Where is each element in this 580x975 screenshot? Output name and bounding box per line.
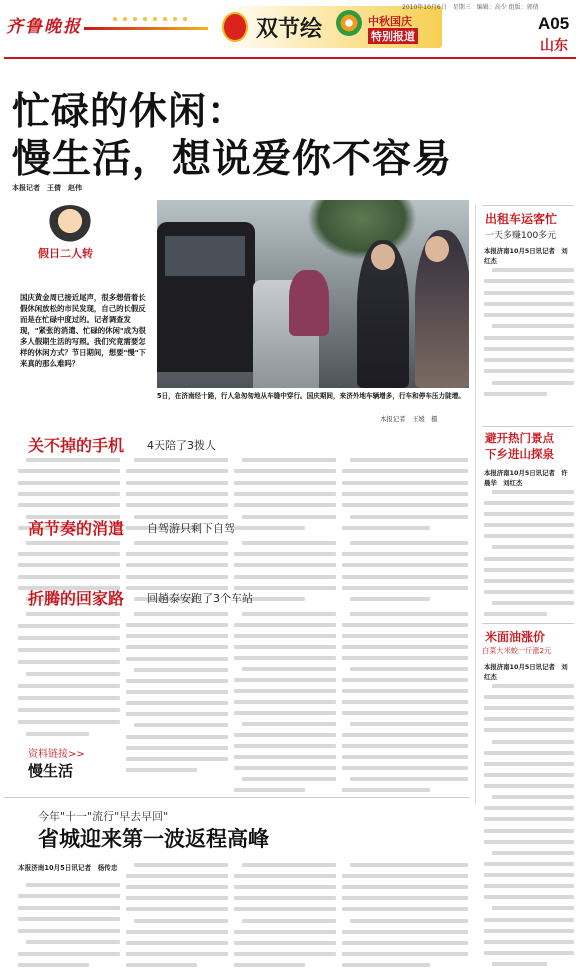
lead-sidebar-text: 国庆黄金周已接近尾声，很多想借着长假休闲放松的市民发现，自己的长假反而是在忙碌中度过的。记者调查发现，"紧张的消遣、忙碌的休闲"成为很多人假期生活的写照。我们究竟需要怎样的休闲方式？节日期间，想要"慢"下来真的那么难吗？	[20, 293, 146, 368]
masthead-ornament-dots	[110, 14, 190, 24]
body-col-b-3	[234, 863, 336, 967]
text-line-placeholder	[126, 952, 228, 956]
text-line-placeholder	[484, 512, 574, 516]
text-line-placeholder	[484, 773, 574, 777]
text-line-placeholder	[342, 885, 468, 889]
text-line-placeholder	[26, 883, 120, 887]
text-line-placeholder	[126, 941, 228, 945]
text-line-placeholder	[342, 575, 468, 579]
text-line-placeholder	[18, 684, 120, 688]
lantern-icon	[222, 12, 248, 42]
text-line-placeholder	[234, 575, 336, 579]
lead-kicker: 忙碌的休闲：	[12, 89, 247, 133]
right-rule-1	[482, 205, 574, 206]
text-line-placeholder	[234, 563, 336, 567]
text-line-placeholder	[342, 645, 468, 649]
text-line-placeholder	[342, 744, 468, 748]
text-line-placeholder	[126, 885, 228, 889]
text-line-placeholder	[492, 740, 574, 744]
section-sub-leisure: 自驾游只剩下自驾	[147, 522, 235, 535]
text-line-placeholder	[492, 268, 574, 272]
text-line-placeholder	[18, 720, 120, 724]
text-line-placeholder	[126, 768, 197, 772]
text-line-placeholder	[342, 930, 468, 934]
text-line-placeholder	[484, 918, 574, 922]
text-line-placeholder	[234, 656, 336, 660]
text-line-placeholder	[342, 788, 430, 792]
text-line-placeholder	[342, 952, 468, 956]
text-line-placeholder	[18, 648, 120, 652]
text-line-placeholder	[234, 874, 336, 878]
text-line-placeholder	[484, 884, 574, 888]
text-line-placeholder	[18, 917, 120, 921]
text-line-placeholder	[342, 656, 468, 660]
text-line-placeholder	[134, 541, 228, 545]
right-byline-taxi: 本报济南10月5日讯记者 刘红杰	[484, 247, 568, 265]
right-rule-2	[482, 426, 574, 427]
text-line-placeholder	[484, 534, 574, 538]
text-line-placeholder	[242, 458, 336, 462]
text-line-placeholder	[492, 962, 547, 966]
photo-credit: 本报记者 王媛 摄	[380, 415, 438, 423]
text-line-placeholder	[234, 645, 336, 649]
text-line-placeholder	[234, 678, 336, 682]
text-line-placeholder	[342, 711, 468, 715]
photo-caption: 5日，在济南经十路，行人急匆匆地从车缝中穿行。国庆期间，来济外地车辆增多，行车和停车压力陡增。	[157, 392, 465, 400]
photo-scooter-rider	[289, 270, 329, 336]
text-line-placeholder	[342, 896, 468, 900]
text-line-placeholder	[234, 552, 336, 556]
lead-photo	[157, 200, 469, 388]
text-line-placeholder	[492, 601, 574, 605]
text-line-placeholder	[342, 469, 468, 473]
text-line-placeholder	[350, 458, 468, 462]
text-line-placeholder	[350, 863, 468, 867]
text-line-placeholder	[484, 751, 574, 755]
right-rule-3	[482, 623, 574, 624]
photo-person-face	[371, 244, 395, 270]
text-line-placeholder	[234, 526, 305, 530]
text-line-placeholder	[242, 515, 336, 519]
text-line-placeholder	[18, 708, 120, 712]
text-line-placeholder	[26, 458, 120, 462]
text-line-placeholder	[342, 874, 468, 878]
lead-byline: 本报记者 王倩 赵伟	[12, 184, 82, 192]
masthead-rule	[4, 57, 576, 59]
text-line-placeholder	[492, 324, 574, 328]
right-body-price	[484, 684, 574, 966]
text-line-placeholder	[18, 929, 120, 933]
text-line-placeholder	[18, 660, 120, 664]
text-line-placeholder	[126, 735, 228, 739]
text-line-placeholder	[26, 612, 120, 616]
text-line-placeholder	[18, 696, 120, 700]
text-line-placeholder	[342, 481, 468, 485]
text-line-placeholder	[18, 952, 120, 956]
text-line-placeholder	[342, 586, 468, 590]
text-line-placeholder	[484, 784, 574, 788]
text-line-placeholder	[492, 381, 574, 385]
text-line-placeholder	[484, 579, 574, 583]
text-line-placeholder	[342, 689, 468, 693]
text-line-placeholder	[18, 503, 120, 507]
right-title-taxi: 出租车运客忙	[485, 212, 558, 226]
body-col-s3-1	[18, 612, 120, 736]
text-line-placeholder	[234, 952, 336, 956]
bottom-title: 省城迎来第一波返程高峰	[38, 827, 269, 851]
photo-tree	[307, 200, 417, 260]
text-line-placeholder	[134, 458, 228, 462]
text-line-placeholder	[342, 492, 468, 496]
body-col-s3-2	[126, 612, 228, 772]
right-body-spring	[484, 490, 574, 616]
right-sub-price: 白菜大米蛟一斤涨2元	[482, 646, 552, 655]
section-head-leisure: 高节奏的消遣	[28, 519, 125, 538]
text-line-placeholder	[492, 684, 574, 688]
banner-sub-top: 中秋国庆	[368, 15, 412, 28]
text-line-placeholder	[26, 732, 89, 736]
photo-person-right-face	[425, 236, 449, 262]
text-line-placeholder	[484, 568, 574, 572]
text-line-placeholder	[484, 291, 574, 295]
body-col-b-1	[18, 883, 120, 967]
text-line-placeholder	[126, 657, 228, 661]
text-line-placeholder	[242, 612, 336, 616]
photo-car-window	[165, 236, 245, 276]
body-col-s3-4	[342, 612, 468, 792]
text-line-placeholder	[350, 777, 468, 781]
right-byline-price: 本报济南10月5日讯记者 刘红杰	[484, 663, 568, 681]
region-label: 山东	[540, 38, 568, 54]
text-line-placeholder	[484, 347, 574, 351]
text-line-placeholder	[126, 492, 228, 496]
text-line-placeholder	[350, 515, 468, 519]
body-col-s1-3	[234, 458, 336, 530]
badge-avatar	[46, 205, 94, 245]
masthead-ornament	[84, 27, 208, 30]
right-body-taxi	[484, 268, 574, 396]
text-line-placeholder	[242, 541, 336, 545]
text-line-placeholder	[18, 575, 120, 579]
text-line-placeholder	[484, 302, 574, 306]
section-head-home: 折腾的回家路	[28, 589, 125, 608]
text-line-placeholder	[484, 523, 574, 527]
text-line-placeholder	[234, 941, 336, 945]
right-title-spring: 避开热门景点 下乡进山探泉	[485, 431, 554, 461]
text-line-placeholder	[18, 624, 120, 628]
text-line-placeholder	[234, 634, 336, 638]
text-line-placeholder	[18, 894, 120, 898]
text-line-placeholder	[484, 392, 547, 396]
text-line-placeholder	[134, 612, 228, 616]
text-line-placeholder	[242, 667, 336, 671]
text-line-placeholder	[234, 689, 336, 693]
text-line-placeholder	[234, 896, 336, 900]
text-line-placeholder	[234, 885, 336, 889]
text-line-placeholder	[126, 963, 197, 967]
right-byline-spring: 本报济南10月5日讯记者 许晨华 刘红杰	[484, 469, 568, 487]
text-line-placeholder	[350, 597, 430, 601]
body-col-s2-4	[342, 541, 468, 601]
text-line-placeholder	[234, 766, 336, 770]
text-line-placeholder	[234, 930, 336, 934]
text-line-placeholder	[26, 541, 120, 545]
text-line-placeholder	[18, 552, 120, 556]
section-sub-phone: 4天陪了3拨人	[147, 439, 216, 452]
text-line-placeholder	[126, 679, 228, 683]
text-line-placeholder	[234, 744, 336, 748]
text-line-placeholder	[342, 733, 468, 737]
text-line-placeholder	[234, 469, 336, 473]
text-line-placeholder	[492, 851, 574, 855]
text-line-placeholder	[126, 623, 228, 627]
section-head-phone: 关不掉的手机	[28, 436, 125, 455]
text-line-placeholder	[234, 503, 336, 507]
masthead	[0, 0, 580, 60]
text-line-placeholder	[484, 313, 574, 317]
text-line-placeholder	[126, 503, 228, 507]
text-line-placeholder	[18, 563, 120, 567]
right-sub-taxi: 一天多赚100多元	[485, 231, 557, 241]
text-line-placeholder	[484, 728, 574, 732]
text-line-placeholder	[350, 722, 468, 726]
text-line-placeholder	[126, 712, 228, 716]
text-line-placeholder	[18, 481, 120, 485]
text-line-placeholder	[242, 863, 336, 867]
text-line-placeholder	[484, 557, 574, 561]
holiday-banner	[216, 6, 442, 48]
text-line-placeholder	[134, 668, 228, 672]
text-line-placeholder	[484, 873, 574, 877]
text-line-placeholder	[18, 636, 120, 640]
text-line-placeholder	[134, 515, 228, 519]
text-line-placeholder	[18, 963, 89, 967]
text-line-placeholder	[134, 863, 228, 867]
text-line-placeholder	[234, 700, 336, 704]
page-number: A05	[538, 14, 570, 33]
text-line-placeholder	[126, 757, 228, 761]
date-line: 2010年10月6日 星期三 编辑：高少 组版：郭倩	[402, 4, 539, 11]
text-line-placeholder	[342, 503, 468, 507]
newspaper-logo: 齐鲁晚报	[6, 17, 82, 37]
text-line-placeholder	[350, 541, 468, 545]
text-line-placeholder	[126, 874, 228, 878]
text-line-placeholder	[234, 733, 336, 737]
text-line-placeholder	[234, 963, 305, 967]
text-line-placeholder	[342, 623, 468, 627]
text-line-placeholder	[234, 711, 336, 715]
text-line-placeholder	[234, 623, 336, 627]
text-line-placeholder	[234, 788, 305, 792]
text-line-placeholder	[18, 492, 120, 496]
text-line-placeholder	[484, 501, 574, 505]
text-line-placeholder	[484, 695, 574, 699]
body-col-s3-3	[234, 612, 336, 792]
text-line-placeholder	[492, 545, 574, 549]
text-line-placeholder	[126, 930, 228, 934]
text-line-placeholder	[342, 941, 468, 945]
text-line-placeholder	[342, 766, 468, 770]
text-line-placeholder	[18, 906, 120, 910]
text-line-placeholder	[484, 806, 574, 810]
text-line-placeholder	[126, 896, 228, 900]
text-line-placeholder	[126, 634, 228, 638]
text-line-placeholder	[234, 492, 336, 496]
text-line-placeholder	[134, 723, 228, 727]
text-line-placeholder	[242, 919, 336, 923]
text-line-placeholder	[484, 817, 574, 821]
body-col-s1-4	[342, 458, 468, 530]
body-col-b-4	[342, 863, 468, 967]
text-line-placeholder	[484, 829, 574, 833]
text-line-placeholder	[484, 951, 574, 955]
bottom-byline: 本报济南10月5日讯记者 杨传忠	[18, 864, 118, 872]
text-line-placeholder	[126, 575, 228, 579]
flower-icon	[336, 10, 362, 36]
text-line-placeholder	[134, 919, 228, 923]
text-line-placeholder	[126, 481, 228, 485]
text-line-placeholder	[234, 481, 336, 485]
text-line-placeholder	[342, 700, 468, 704]
text-line-placeholder	[342, 907, 468, 911]
text-line-placeholder	[484, 895, 574, 899]
text-line-placeholder	[126, 701, 228, 705]
text-line-placeholder	[342, 755, 468, 759]
text-line-placeholder	[350, 612, 468, 616]
text-line-placeholder	[484, 706, 574, 710]
body-col-b-2	[126, 863, 228, 967]
text-line-placeholder	[126, 563, 228, 567]
text-line-placeholder	[242, 722, 336, 726]
text-line-placeholder	[492, 490, 574, 494]
text-line-placeholder	[242, 777, 336, 781]
text-line-placeholder	[18, 469, 120, 473]
text-line-placeholder	[234, 907, 336, 911]
text-line-placeholder	[484, 279, 574, 283]
column-divider	[475, 205, 476, 805]
text-line-placeholder	[342, 963, 430, 967]
text-line-placeholder	[126, 746, 228, 750]
text-line-placeholder	[484, 590, 574, 594]
text-line-placeholder	[342, 552, 468, 556]
text-line-placeholder	[484, 929, 574, 933]
text-line-placeholder	[484, 336, 574, 340]
right-title-price: 米面油涨价	[485, 630, 546, 644]
bottom-kicker: 今年"十一"流行"早去早回"	[38, 810, 169, 823]
text-line-placeholder	[350, 667, 468, 671]
text-line-placeholder	[484, 862, 574, 866]
text-line-placeholder	[234, 755, 336, 759]
lead-title: 慢生活，想说爱你不容易	[12, 137, 453, 182]
text-line-placeholder	[484, 762, 574, 766]
banner-title: 双节绘	[256, 16, 323, 42]
text-line-placeholder	[484, 717, 574, 721]
text-line-placeholder	[26, 672, 120, 676]
holiday-badge	[40, 205, 100, 277]
banner-sub-bottom: 特别报道	[368, 28, 418, 44]
text-line-placeholder	[492, 795, 574, 799]
text-line-placeholder	[484, 358, 574, 362]
text-line-placeholder	[350, 919, 468, 923]
text-line-placeholder	[342, 526, 430, 530]
bottom-rule	[4, 797, 470, 798]
badge-label: 假日二人转	[38, 247, 93, 260]
text-line-placeholder	[484, 840, 574, 844]
text-line-placeholder	[126, 907, 228, 911]
text-line-placeholder	[342, 634, 468, 638]
text-line-placeholder	[484, 369, 574, 373]
text-line-placeholder	[342, 563, 468, 567]
text-line-placeholder	[126, 690, 228, 694]
related-link[interactable]: 资料链接>>	[28, 749, 85, 760]
related-title: 慢生活	[28, 762, 74, 780]
text-line-placeholder	[26, 940, 120, 944]
section-sub-home: 回趟泰安跑了3个车站	[147, 592, 253, 605]
text-line-placeholder	[342, 678, 468, 682]
text-line-placeholder	[126, 469, 228, 473]
text-line-placeholder	[492, 906, 574, 910]
text-line-placeholder	[126, 552, 228, 556]
text-line-placeholder	[484, 940, 574, 944]
text-line-placeholder	[126, 645, 228, 649]
text-line-placeholder	[484, 612, 547, 616]
